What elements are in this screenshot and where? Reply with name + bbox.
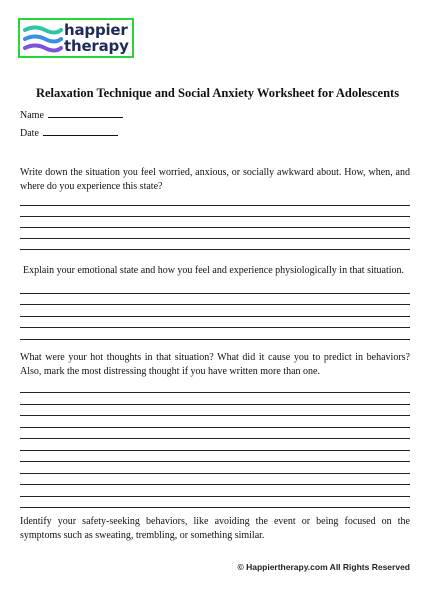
prompt-emotional-state: Explain your emotional state and how you feel and experience physiologically in that situation. (23, 265, 405, 276)
answer-line[interactable] (20, 484, 410, 485)
prompt-safety-behaviors: Identify your safety-seeking behaviors, like avoiding the event or being focused on the symptoms such as sweating, trembling, or something similar. (20, 516, 410, 541)
answer-line[interactable] (20, 249, 410, 250)
prompt-hot-thoughts: What were your hot thoughts in that situation? What did it cause you to predict in behaviors? Also, mark the most distressing thought if you have written more than one. (20, 352, 410, 377)
answer-line[interactable] (20, 496, 410, 497)
answer-line[interactable] (20, 392, 410, 393)
answer-line[interactable] (20, 339, 410, 340)
date-blank[interactable] (43, 126, 118, 136)
answer-line[interactable] (20, 304, 410, 305)
answer-line[interactable] (20, 327, 410, 328)
answer-line[interactable] (20, 473, 410, 474)
answer-line[interactable] (20, 316, 410, 317)
answer-line[interactable] (20, 461, 410, 462)
answer-line[interactable] (20, 404, 410, 405)
answer-line[interactable] (20, 293, 410, 294)
name-blank[interactable] (48, 108, 123, 118)
logo-text-line2: therapy (64, 37, 129, 55)
name-label: Name (20, 110, 44, 121)
page-title: Relaxation Technique and Social Anxiety Worksheet for Adolescents (35, 86, 400, 100)
date-field[interactable] (20, 126, 118, 139)
name-field[interactable] (20, 108, 123, 121)
answer-line[interactable] (20, 216, 410, 217)
answer-line[interactable] (20, 438, 410, 439)
logo (18, 18, 134, 58)
answer-line[interactable] (20, 227, 410, 228)
wave-icon (23, 24, 63, 54)
date-label: Date (20, 128, 39, 139)
prompt-situation: Write down the situation you feel worried, anxious, or socially awkward about. How, when, and where do you experience this state? (20, 167, 410, 192)
answer-line[interactable] (20, 450, 410, 451)
copyright-footer: © Happiertherapy.com All Rights Reserved (237, 562, 410, 572)
logo-text-line1: happier (64, 21, 128, 39)
answer-line[interactable] (20, 205, 410, 206)
answer-line[interactable] (20, 415, 410, 416)
answer-line[interactable] (20, 507, 410, 508)
answer-line[interactable] (20, 238, 410, 239)
answer-line[interactable] (20, 427, 410, 428)
